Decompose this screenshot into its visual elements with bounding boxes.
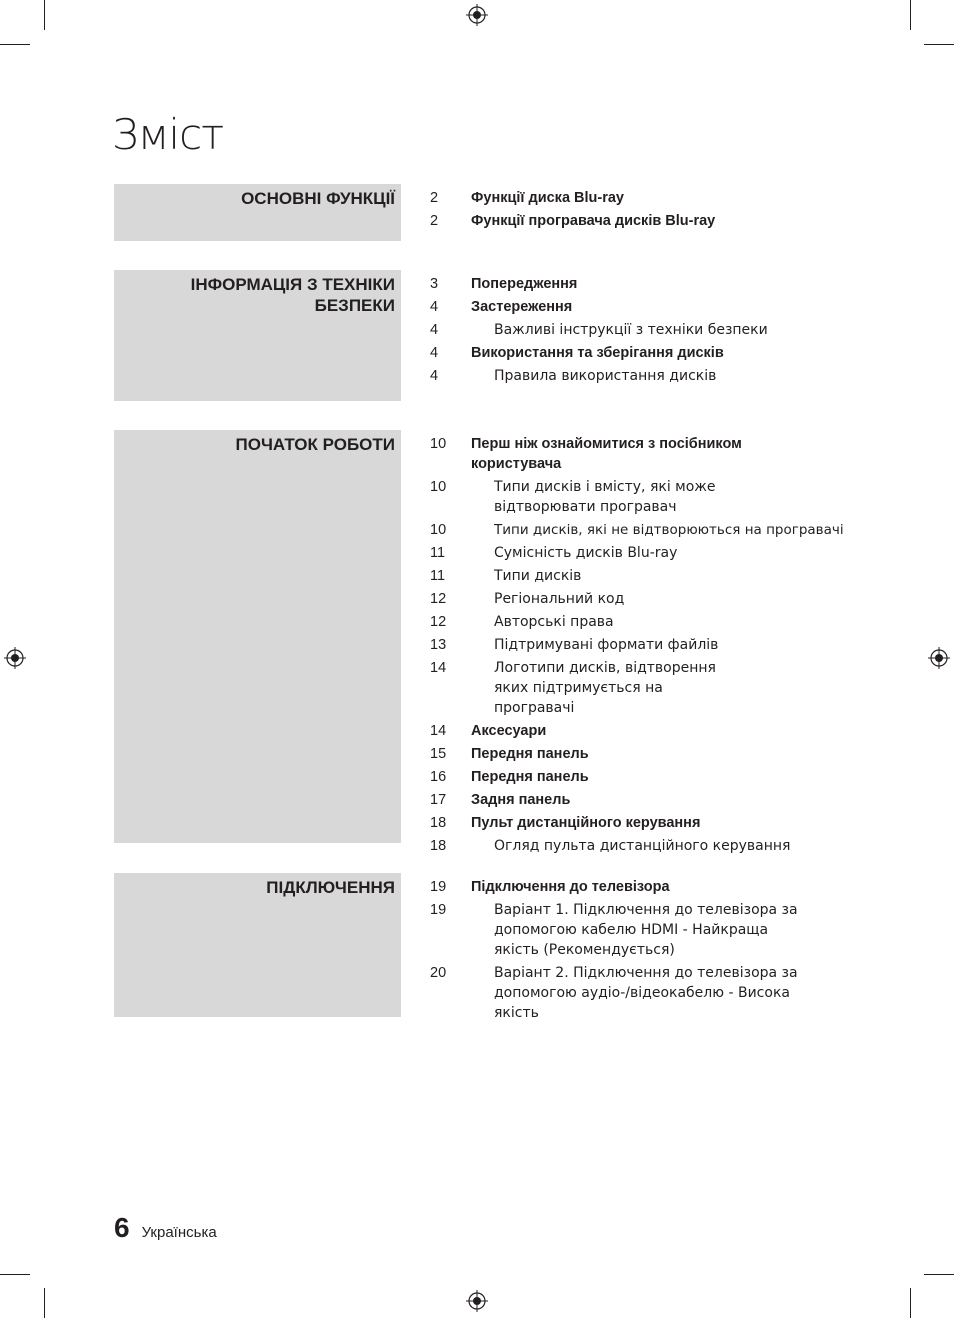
entry-text: Функції програвача дисків Blu-ray <box>471 213 716 229</box>
entry-text: Типи дисків <box>494 568 582 584</box>
toc-entry[interactable] <box>430 836 830 856</box>
entry-text: Передня панель <box>471 746 589 762</box>
toc-entry[interactable] <box>430 477 830 517</box>
entry-page: 11 <box>430 545 446 561</box>
entry-text: Важливі інструкції з техніки безпеки <box>494 322 768 338</box>
page-title: Зміст <box>112 110 224 159</box>
entry-text: Попередження <box>471 276 578 292</box>
registration-mark-icon <box>466 1290 488 1312</box>
entry-page: 10 <box>430 436 447 452</box>
section-title: ПОЧАТОК РОБОТИ <box>235 435 395 454</box>
toc-entry[interactable] <box>430 877 850 897</box>
entry-text: Огляд пульта дистанційного керування <box>494 838 791 854</box>
crop-mark <box>44 1288 45 1318</box>
entry-text: Задня панель <box>471 792 571 808</box>
toc-entries <box>430 877 850 1026</box>
entry-text: Логотипи дисків, відтворення яких підтримується на програвачі <box>494 660 716 716</box>
toc-entry[interactable] <box>430 744 830 764</box>
entry-text: Підключення до телевізора <box>471 879 670 895</box>
toc-entry[interactable] <box>430 297 850 317</box>
entry-page: 14 <box>430 660 447 676</box>
entry-page: 19 <box>430 902 447 918</box>
toc-entry[interactable] <box>430 434 830 474</box>
crop-mark <box>0 1274 30 1275</box>
entry-text: Авторські права <box>494 614 614 630</box>
crop-mark <box>924 44 954 45</box>
entry-page: 4 <box>430 299 439 315</box>
entry-text: Застереження <box>471 299 573 315</box>
entry-page: 4 <box>430 322 439 338</box>
section-title: ПІДКЛЮЧЕННЯ <box>266 878 395 897</box>
section-header-box <box>114 873 401 1017</box>
section-header-box <box>114 270 401 401</box>
entry-text: Перш ніж ознайомитися з посібником користувача <box>471 436 742 472</box>
entry-page: 19 <box>430 879 447 895</box>
registration-mark-icon <box>466 4 488 26</box>
toc-entries <box>430 188 850 234</box>
entry-page: 18 <box>430 838 447 854</box>
toc-entry[interactable] <box>430 274 850 294</box>
toc-entry[interactable] <box>430 589 830 609</box>
section-header-box <box>114 184 401 241</box>
entry-text: Пульт дистанційного керування <box>471 815 701 831</box>
section-title: ОСНОВНІ ФУНКЦІЇ <box>241 189 395 208</box>
entry-text: Підтримувані формати файлів <box>494 637 719 653</box>
toc-entry[interactable] <box>430 963 850 1023</box>
entry-page: 4 <box>430 368 439 384</box>
toc-entry[interactable] <box>430 721 830 741</box>
entry-text: Використання та зберігання дисків <box>471 345 724 361</box>
toc-entry[interactable] <box>430 767 830 787</box>
crop-mark <box>44 0 45 30</box>
toc-entry[interactable] <box>430 635 830 655</box>
toc-entry[interactable] <box>430 188 850 208</box>
toc-entry[interactable] <box>430 543 830 563</box>
toc-entry[interactable] <box>430 320 850 340</box>
entry-page: 15 <box>430 746 447 762</box>
entry-text: Правила використання дисків <box>494 368 717 384</box>
crop-mark <box>910 0 911 30</box>
entry-page: 14 <box>430 723 447 739</box>
entry-text: Аксесуари <box>471 723 547 739</box>
entry-page: 12 <box>430 614 447 630</box>
toc-entry[interactable] <box>430 612 830 632</box>
crop-mark <box>0 44 30 45</box>
entry-page: 12 <box>430 591 447 607</box>
toc-entries <box>430 274 850 389</box>
entry-page: 20 <box>430 965 447 981</box>
entry-page: 18 <box>430 815 447 831</box>
page-footer <box>114 1212 217 1244</box>
language-label: Українська <box>141 1224 217 1241</box>
section-header-box <box>114 430 401 843</box>
toc-entry[interactable] <box>430 343 850 363</box>
entry-page: 2 <box>430 190 439 206</box>
registration-mark-icon <box>928 647 950 669</box>
entry-page: 10 <box>430 479 447 495</box>
entry-page: 4 <box>430 345 439 361</box>
entry-page: 11 <box>430 568 446 584</box>
page-number: 6 <box>114 1212 130 1243</box>
entry-page: 17 <box>430 792 447 808</box>
entry-page: 16 <box>430 769 447 785</box>
toc-entry[interactable] <box>430 790 830 810</box>
entry-text: Варіант 1. Підключення до телевізора за допомогою кабелю HDMI - Найкраща якість (Рекомендується) <box>494 902 798 958</box>
toc-entry[interactable] <box>430 813 830 833</box>
crop-mark <box>910 1288 911 1318</box>
crop-mark <box>924 1274 954 1275</box>
toc-entry[interactable] <box>430 211 850 231</box>
entry-text: Функції диска Blu-ray <box>471 190 624 206</box>
entry-text: Типи дисків і вмісту, які може відтворювати програвач <box>494 479 716 515</box>
entry-page: 10 <box>430 522 447 538</box>
entry-text: Сумісність дисків Blu-ray <box>494 545 678 561</box>
entry-page: 2 <box>430 213 439 229</box>
toc-entry[interactable] <box>430 658 830 718</box>
registration-mark-icon <box>4 647 26 669</box>
section-title: ІНФОРМАЦІЯ З ТЕХНІКИ БЕЗПЕКИ <box>190 275 395 315</box>
entry-text: Типи дисків, які не відтворюються на програвачі <box>494 522 844 538</box>
entry-text: Передня панель <box>471 769 589 785</box>
entry-page: 3 <box>430 276 439 292</box>
entry-text: Варіант 2. Підключення до телевізора за допомогою аудіо-/відеокабелю - Висока якість <box>494 965 798 1021</box>
toc-entry[interactable] <box>430 520 844 540</box>
toc-entry[interactable] <box>430 900 850 960</box>
entry-page: 13 <box>430 637 447 653</box>
entry-text: Регіональний код <box>494 591 625 607</box>
toc-entry[interactable] <box>430 566 830 586</box>
toc-entry[interactable] <box>430 366 850 386</box>
toc-entries <box>430 434 844 859</box>
